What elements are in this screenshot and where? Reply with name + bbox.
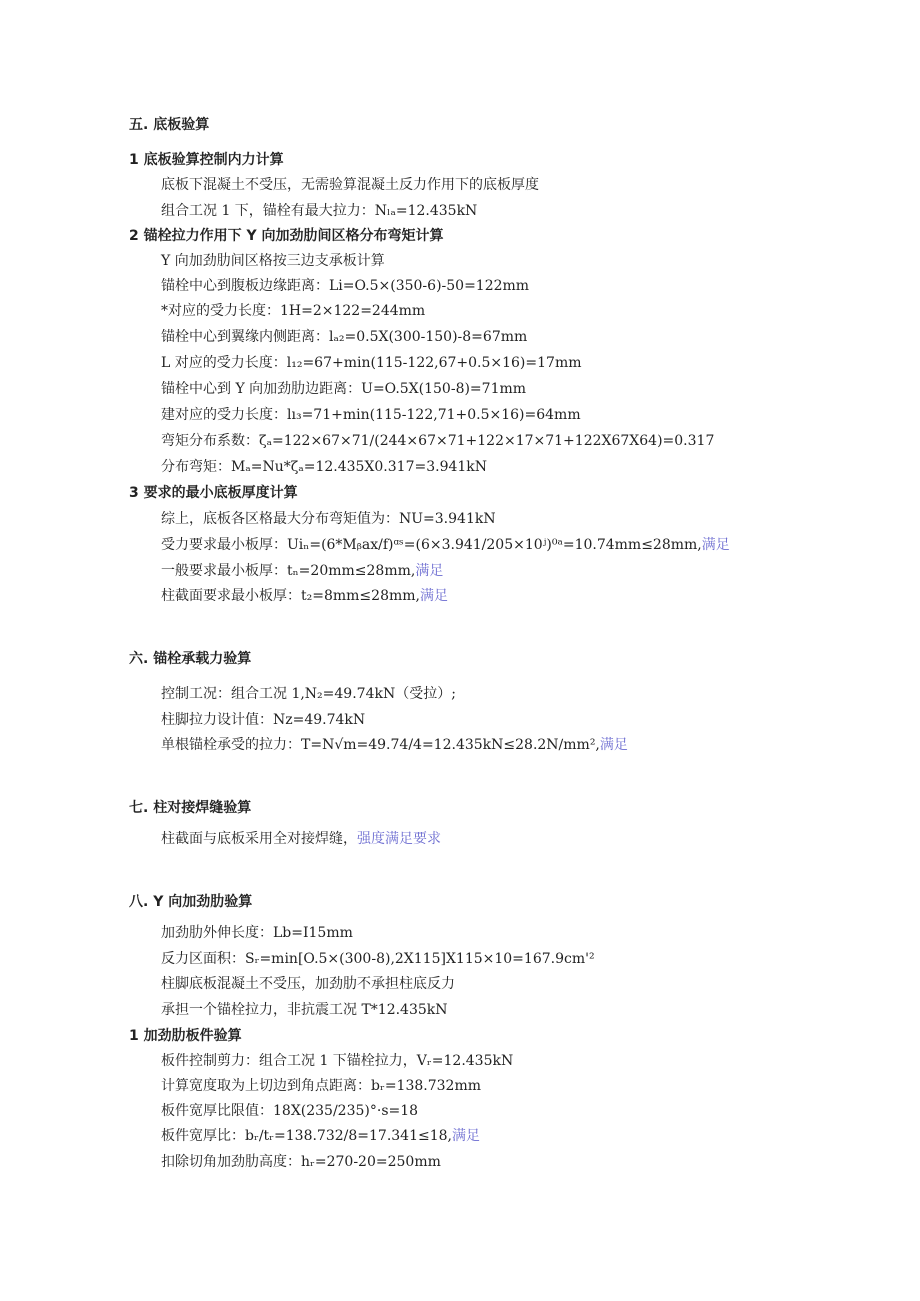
text-line: 柱脚拉力设计值：Nz=49.74kN [161, 712, 366, 728]
text-line-body: 一般要求最小板厚：tₙ=20mm≤28mm, [161, 563, 416, 579]
text-line: Y 向加劲肋间区格按三边支承板计算 [161, 253, 385, 269]
status-satisfied: 满足 [419, 588, 448, 604]
section-5-1-heading: 1 底板验算控制内力计算 [129, 152, 284, 168]
text-line [161, 587, 448, 605]
text-line: 控制工况：组合工况 1,N₂=49.74kN（受拉）; [161, 686, 456, 702]
status-satisfied: 强度满足要求 [357, 831, 441, 847]
text-line: 锚栓中心到 Y 向加劲肋边距离：U=O.5X(150-8)=71mm [161, 381, 527, 397]
section-6-heading: 六. 锚栓承载力验算 [129, 651, 252, 667]
text-line: 板件宽厚比限值：18X(235∕235)°·s=18 [161, 1103, 419, 1119]
text-line-body: 柱截面与底板采用全对接焊缝， [161, 831, 357, 847]
text-line: 反力区面积：Sᵣ=min[O.5×(300-8),2X115]X115×10=167.9cm'² [161, 951, 595, 967]
text-line: *对应的受力长度：1H=2×122=244mm [161, 303, 426, 319]
text-line: 板件控制剪力：组合工况 1 下锚栓拉力，Vᵣ=12.435kN [161, 1053, 514, 1069]
section-8-1-heading: 1 加劲肋板件验算 [129, 1028, 242, 1044]
section-8-heading: 八. Y 向加劲肋验算 [129, 894, 253, 910]
status-satisfied: 满足 [701, 537, 730, 553]
text-line: 组合工况 1 下，锚栓有最大拉力：Nₗₐ=12.435kN [161, 203, 478, 219]
text-line [161, 736, 628, 754]
status-satisfied: 满足 [415, 563, 444, 579]
text-line [161, 830, 441, 848]
text-line-body: 受力要求最小板厚：Uiₙ=(6*Mᵦax/f)ᵅˢ=(6×3.941/205×10ʲ)⁰ᵃ=10.74mm≤28mm, [161, 537, 702, 553]
text-line: 锚栓中心到翼缘内侧距离：lₐ₂=0.5X(300-150)-8=67mm [161, 329, 528, 345]
text-line: L 对应的受力长度：l₁₂=67+min(115-122,67+0.5×16)=17mm [161, 355, 582, 371]
text-line: 弯矩分布系数：ζₐ=122×67×71∕(244×67×71+122×17×71+122X67X64)=0.317 [161, 433, 715, 449]
text-line: 底板下混凝土不受压，无需验算混凝土反力作用下的底板厚度 [161, 177, 539, 193]
text-line: 综上，底板各区格最大分布弯矩值为：NU=3.941kN [161, 511, 496, 527]
text-line: 分布弯矩：Mₐ=Nu*ζₐ=12.435X0.317=3.941kN [161, 459, 488, 475]
text-line-body: 单根锚栓承受的拉力：T=N√m=49.74/4=12.435kN≤28.2N∕mm², [161, 737, 600, 753]
text-line: 柱脚底板混凝土不受压，加劲肋不承担柱底反力 [161, 976, 455, 992]
text-line: 扣除切角加劲肋高度：hᵣ=270-20=250mm [161, 1154, 441, 1170]
text-line [161, 562, 443, 580]
section-7-heading: 七. 柱对接焊缝验算 [129, 800, 252, 816]
text-line: 计算宽度取为上切边到角点距离：bᵣ=138.732mm [161, 1078, 481, 1094]
section-5-heading: 五. 底板验算 [129, 117, 210, 133]
status-satisfied: 满足 [452, 1128, 480, 1144]
text-line-body: 柱截面要求最小板厚：t₂=8mm≤28mm, [161, 588, 420, 604]
text-line-body: 板件宽厚比：bᵣ∕tᵣ=138.732/8=17.341≤18, [161, 1128, 452, 1144]
text-line: 锚栓中心到腹板边缘距离：Li=O.5×(350-6)-50=122mm [161, 278, 530, 294]
section-5-2-heading: 2 锚栓拉力作用下 Y 向加劲肋间区格分布弯矩计算 [129, 228, 444, 244]
status-satisfied: 满足 [599, 737, 628, 753]
section-5-3-heading: 3 要求的最小底板厚度计算 [129, 485, 298, 501]
text-line: 承担一个锚栓拉力，非抗震工况 T*12.435kN [161, 1002, 448, 1018]
text-line: 建对应的受力长度：lı₃=71+min(115-122,71+0.5×16)=64mm [161, 407, 581, 423]
text-line [161, 1127, 480, 1145]
text-line: 加劲肋外伸长度：Lb=I15mm [161, 925, 353, 941]
text-line [161, 536, 730, 554]
